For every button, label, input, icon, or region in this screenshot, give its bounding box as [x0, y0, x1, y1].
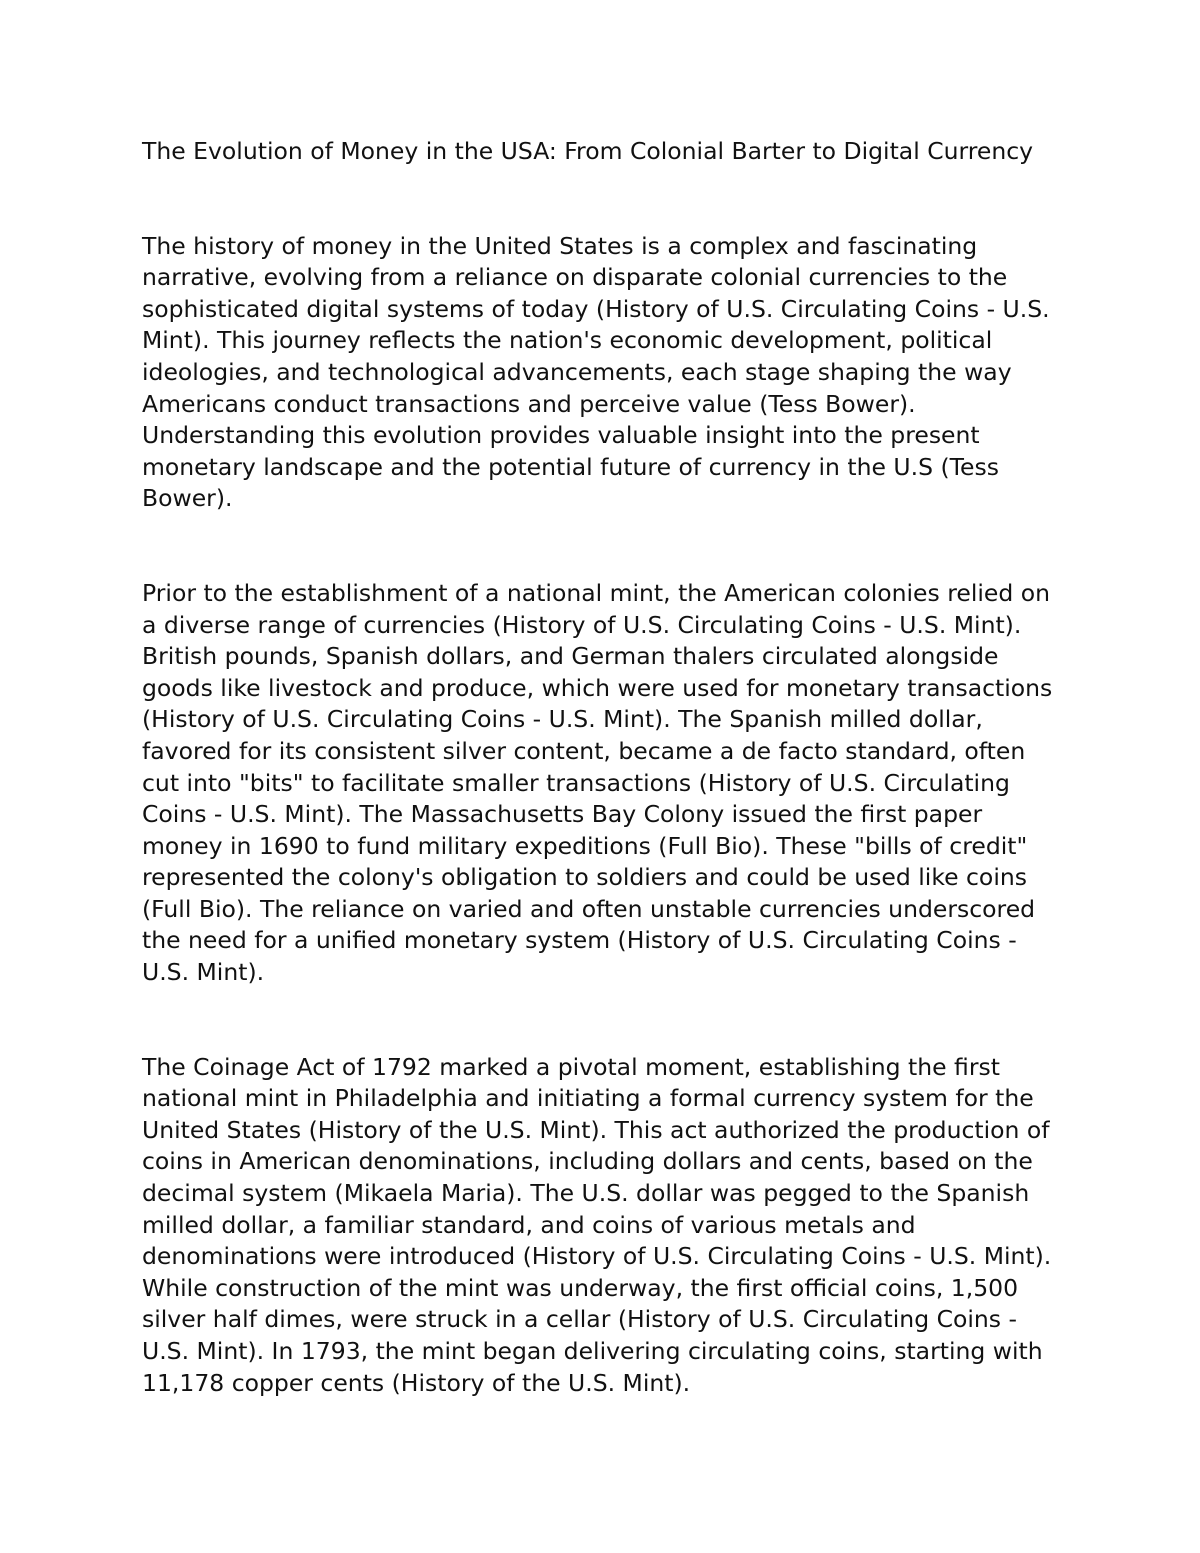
text-line: the need for a unified monetary system (History of U.S. Circulating Coins - — [142, 926, 1017, 955]
text-line: coins in American denominations, including dollars and cents, based on the — [142, 1147, 1033, 1176]
text-line: Americans conduct transactions and perceive value (Tess Bower). — [142, 389, 916, 418]
text-line: denominations were introduced (History of U.S. Circulating Coins - U.S. Mint). — [142, 1242, 1052, 1271]
paragraph-colonial — [142, 578, 1067, 989]
text-line: silver half dimes, were struck in a cellar (History of U.S. Circulating Coins - — [142, 1305, 1017, 1334]
text-line: a diverse range of currencies (History of U.S. Circulating Coins - U.S. Mint). — [142, 610, 1022, 639]
text-line: The Coinage Act of 1792 marked a pivotal moment, establishing the first — [142, 1052, 1000, 1081]
text-line: represented the colony's obligation to soldiers and could be used like coins — [142, 863, 1027, 892]
text-line: monetary landscape and the potential future of currency in the U.S (Tess — [142, 452, 999, 481]
text-line: U.S. Mint). — [142, 958, 265, 987]
text-line: national mint in Philadelphia and initiating a formal currency system for the — [142, 1084, 1034, 1113]
paragraph-intro — [142, 231, 1067, 515]
text-line: sophisticated digital systems of today (History of U.S. Circulating Coins - U.S. — [142, 294, 1050, 323]
document-body — [142, 136, 1067, 1462]
text-line: (Full Bio). The reliance on varied and often unstable currencies underscored — [142, 894, 1036, 923]
text-line: narrative, evolving from a reliance on disparate colonial currencies to the — [142, 263, 1008, 292]
text-line: decimal system (Mikaela Maria). The U.S. dollar was pegged to the Spanish — [142, 1179, 1030, 1208]
text-line: Prior to the establishment of a national mint, the American colonies relied on — [142, 578, 1050, 607]
text-line: ideologies, and technological advancements, each stage shaping the way — [142, 357, 1012, 386]
text-line: money in 1690 to fund military expeditions (Full Bio). These "bills of credit" — [142, 831, 1028, 860]
text-line: milled dollar, a familiar standard, and coins of various metals and — [142, 1210, 916, 1239]
text-line: British pounds, Spanish dollars, and German thalers circulated alongside — [142, 642, 999, 671]
text-line: U.S. Mint). In 1793, the mint began delivering circulating coins, starting with — [142, 1337, 1043, 1365]
text-line: Understanding this evolution provides valuable insight into the present — [142, 421, 980, 450]
text-line: (History of U.S. Circulating Coins - U.S. Mint). The Spanish milled dollar, — [142, 705, 983, 734]
text-line: United States (History of the U.S. Mint). This act authorized the production of — [142, 1115, 1050, 1144]
text-line: cut into "bits" to facilitate smaller transactions (History of U.S. Circulating — [142, 768, 1010, 797]
text-line: goods like livestock and produce, which were used for monetary transactions — [142, 673, 1053, 702]
text-line: favored for its consistent silver content, became a de facto standard, often — [142, 736, 1026, 765]
text-line: While construction of the mint was underway, the first official coins, 1,500 — [142, 1273, 1019, 1302]
text-line: 11,178 copper cents (History of the U.S. Mint). — [142, 1368, 691, 1397]
text-line: Coins - U.S. Mint). The Massachusetts Bay Colony issued the first paper — [142, 800, 983, 829]
text-line: The history of money in the United States is a complex and fascinating — [142, 231, 978, 260]
paragraph-coinage-act — [142, 1052, 1067, 1400]
text-line: Mint). This journey reflects the nation's economic development, political — [142, 326, 993, 355]
document-title: The Evolution of Money in the USA: From Colonial Barter to Digital Currency — [142, 137, 1034, 165]
text-line: Bower). — [142, 484, 233, 513]
